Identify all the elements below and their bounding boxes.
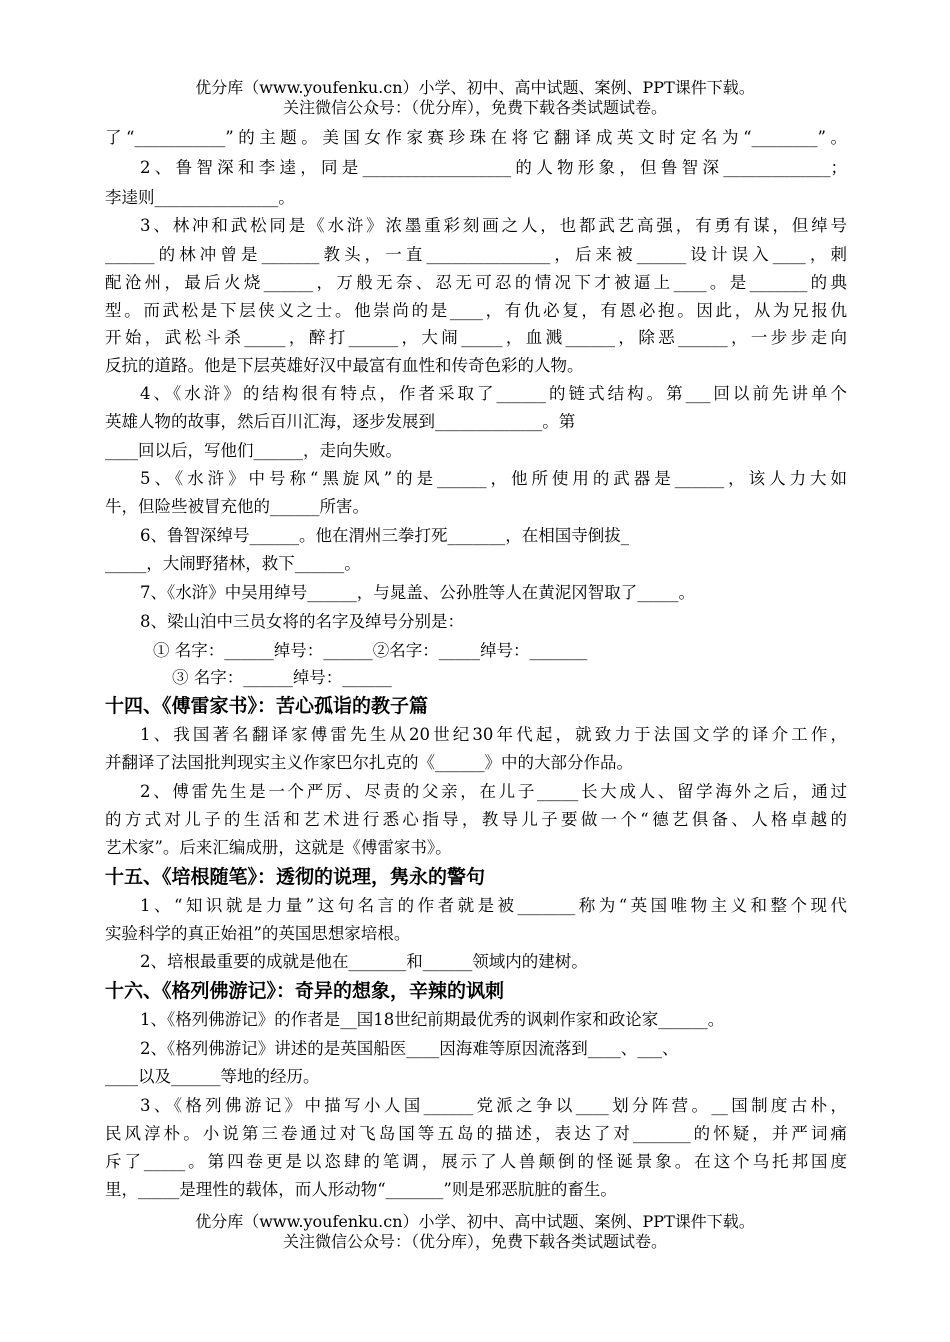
section-heading: 十四、《傅雷家书》：苦心孤诣的教子篇	[105, 695, 429, 717]
text-line: 2、《格列佛游记》讲述的是英国船医____因海难等原因流落到____、___、	[140, 1039, 679, 1058]
text-line: 里，_____是理性的载体，而人形动物“_______”则是邪恶肮脏的畜生。	[105, 1180, 617, 1199]
text-line: 2、培根最重要的成就是他在_______和______领域内的建树。	[140, 952, 588, 971]
text-line: 2、鲁智深和李逵，同是__________________的人物形象，但鲁智深_____________；	[140, 158, 847, 177]
text-line: 并翻译了法国批判现实主义作家巴尔扎克的《______》中的大部分作品。	[105, 753, 633, 772]
page-header-line-2: 关注微信公众号：（优分库），免费下载各类试题试卷。	[282, 98, 667, 117]
text-line: 了“___________”的主题。美国女作家赛珍珠在将它翻译成英文时定名为“________”。	[105, 128, 847, 147]
page-footer-line-2: 关注微信公众号：（优分库），免费下载各类试题试卷。	[282, 1232, 667, 1251]
text-line: 开始，武松斗杀_____，醉打______，大闹_____，血溅______，除恶______，一步步走向	[105, 328, 847, 347]
text-line: _____，大闹野猪林，救下______。	[105, 554, 361, 573]
section-heading: 十六、《格列佛游记》：奇异的想象，辛辣的讽刺	[105, 980, 505, 1002]
text-line: 1、“知识就是力量”这句名言的作者就是被_______称为“英国唯物主义和整个现代	[140, 896, 847, 915]
text-line: 的方式对儿子的生活和艺术进行悉心指导，教导儿子要做一个“德艺俱备、人格卓越的	[105, 810, 847, 829]
text-line: 艺术家”。后来汇编成册，这就是《傅雷家书》。	[105, 838, 452, 857]
text-line: 反抗的道路。他是下层英雄好汉中最富有血性和传奇色彩的人物。	[105, 356, 584, 375]
text-line: 2、傅雷先生是一个严厉、尽责的父亲，在儿子_____长大成人、留学海外之后，通过	[140, 782, 847, 801]
text-line: 斥了_____。第四卷更是以恣肆的笔调，展示了人兽颠倒的怪诞景象。在这个乌托邦国度	[105, 1152, 847, 1171]
text-line: ① 名字：______绰号：______②名字：_____绰号：_______	[153, 641, 588, 660]
text-line: 1、《格列佛游记》的作者是__国18世纪前期最优秀的讽刺作家和政论家______。	[140, 1010, 725, 1029]
text-line: 型。而武松是下层侠义之士。他崇尚的是____，有仇必复，有恩必抱。因此，从为兄报仇	[105, 301, 847, 320]
text-line: 3、《格列佛游记》中描写小人国______党派之争以____划分阵营。__国制度古朴，	[140, 1096, 847, 1115]
text-line: 8、梁山泊中三员女将的名字及绰号分别是：	[140, 612, 464, 631]
text-line: 4、《水浒》的结构很有特点，作者采取了______的链式结构。第___回以前先讲单个	[140, 384, 847, 403]
text-line: ______的林冲曾是_______教头，一直_______________，后来被______设计误入____，刺	[105, 245, 847, 264]
text-line: 实验科学的真正始祖”的英国思想家培根。	[105, 924, 411, 943]
text-line: 配沧州，最后火烧______，万般无奈、忍无可忍的情况下才被逼上____。是_______的典	[105, 273, 847, 292]
text-line: 5、《水浒》中号称“黑旋风”的是______，他所使用的武器是______，该人力大如	[140, 469, 847, 488]
text-line: 李逵则_______________。	[105, 188, 295, 207]
section-heading: 十五、《培根随笔》：透彻的说理，隽永的警句	[105, 866, 486, 888]
text-line: 英雄人物的故事，然后百川汇海，逐步发展到_____________。第	[105, 412, 576, 431]
text-line: 3、林冲和武松同是《水浒》浓墨重彩刻画之人，也都武艺高强，有勇有谋，但绰号	[140, 216, 847, 235]
text-line: 6、鲁智深绰号______。他在渭州三拳打死_______，在相国寺倒拔_	[140, 526, 629, 545]
text-line: 牛，但险些被冒充他的______所害。	[105, 497, 369, 516]
text-line: ____以及______等地的经历。	[105, 1067, 320, 1086]
page-header-line-1: 优分库（www.youfenku.cn）小学、初中、高中试题、案例、PPT课件下载。	[195, 78, 755, 97]
text-line: 民风淳朴。小说第三卷通过对飞岛国等五岛的描述，表达了对_______的怀疑，并严词痛	[105, 1124, 847, 1143]
text-line: ____回以后，写他们______，走向失败。	[105, 441, 402, 460]
text-line: 1、我国著名翻译家傅雷先生从20世纪30年代起，就致力于法国文学的译介工作，	[140, 725, 847, 744]
text-line: 7、《水浒》中吴用绰号______，与晁盖、公孙胜等人在黄泥冈智取了_____。	[140, 583, 695, 602]
page-footer-line-1: 优分库（www.youfenku.cn）小学、初中、高中试题、案例、PPT课件下载。	[195, 1212, 755, 1231]
text-line: ③ 名字：______绰号：______	[172, 668, 392, 687]
